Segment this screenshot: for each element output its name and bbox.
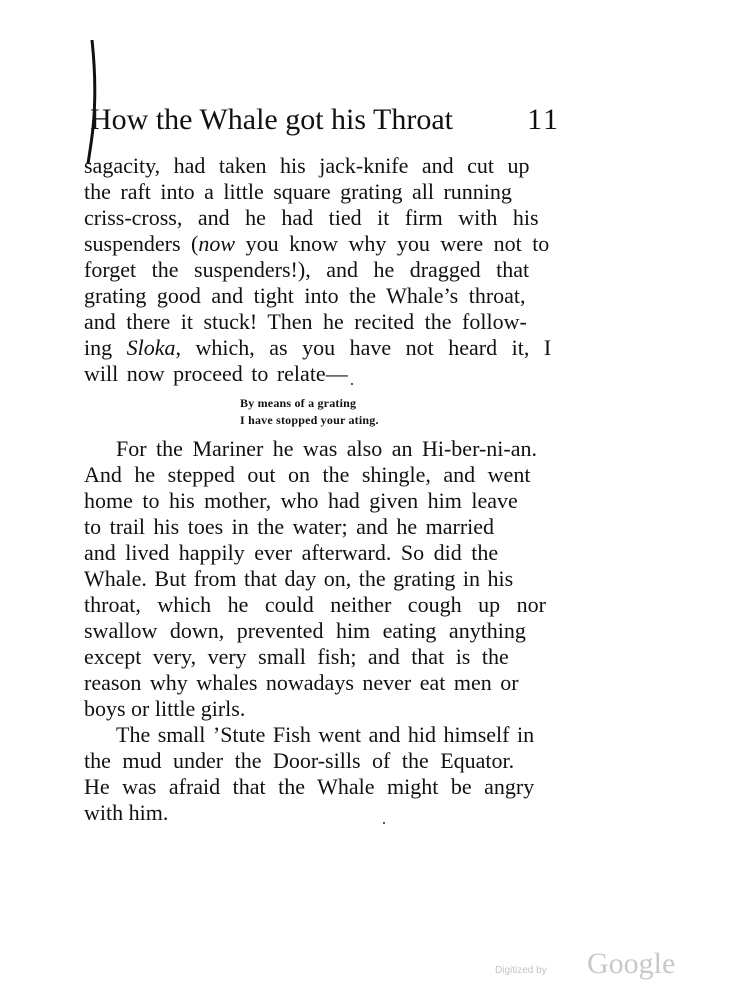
page-number: 11	[527, 103, 560, 136]
text-line: And he stepped out on the shingle, and went	[84, 462, 531, 487]
text-line: to trail his toes in the water; and he married	[84, 514, 495, 539]
text-line: the raft into a little square grating all running	[84, 179, 512, 204]
text-line: sagacity, had taken his jack-knife and cut up	[84, 153, 530, 178]
google-logo: Google	[587, 947, 676, 980]
text-line: the mud under the Door-sills of the Equator.	[84, 748, 515, 773]
text-line: home to his mother, who had given him leave	[84, 488, 518, 513]
text-line: and lived happily ever afterward. So did the	[84, 540, 499, 565]
text-line: grating good and tight into the Whale’s throat,	[84, 283, 526, 308]
running-header	[90, 100, 560, 140]
digitized-by-watermark	[495, 947, 685, 987]
text-line: except very, very small fish; and that is the	[84, 644, 509, 669]
text-line: boys or little girls.	[84, 696, 246, 721]
text-line: For the Mariner he was also an Hi-ber-ni-an.	[116, 436, 537, 461]
text-line: swallow down, prevented him eating anything	[84, 618, 526, 643]
watermark-prefix: Digitized by	[495, 965, 547, 976]
text-line: forget the suspenders!), and he dragged that	[84, 257, 530, 282]
text-line: reason why whales nowadays never eat men or	[84, 670, 519, 695]
verse-line: By means of a grating	[240, 396, 357, 410]
text-line: throat, which he could neither cough up nor	[84, 592, 546, 617]
text-line: The small ’Stute Fish went and hid himself in	[116, 722, 535, 747]
scan-speck	[383, 822, 385, 824]
text-line: Whale. But from that day on, the grating in his	[84, 566, 514, 591]
text-line: criss-cross, and he had tied it firm with his	[84, 205, 539, 230]
text-line: suspenders (now you know why you were not to	[84, 231, 550, 256]
italic-word: Sloka	[126, 335, 176, 360]
text-line: with him.	[84, 800, 169, 825]
scan-speck	[351, 383, 353, 385]
verse-line: I have stopped your ating.	[240, 413, 379, 427]
text-line: will now proceed to relate—	[84, 361, 348, 386]
text-line: He was afraid that the Whale might be angry	[84, 774, 535, 799]
italic-word: now	[198, 231, 236, 256]
text-line: ing Sloka, which, as you have not heard it, I	[84, 335, 552, 360]
text-line: and there it stuck! Then he recited the follow-	[84, 309, 527, 334]
chapter-title: How the Whale got his Throat	[90, 103, 453, 136]
